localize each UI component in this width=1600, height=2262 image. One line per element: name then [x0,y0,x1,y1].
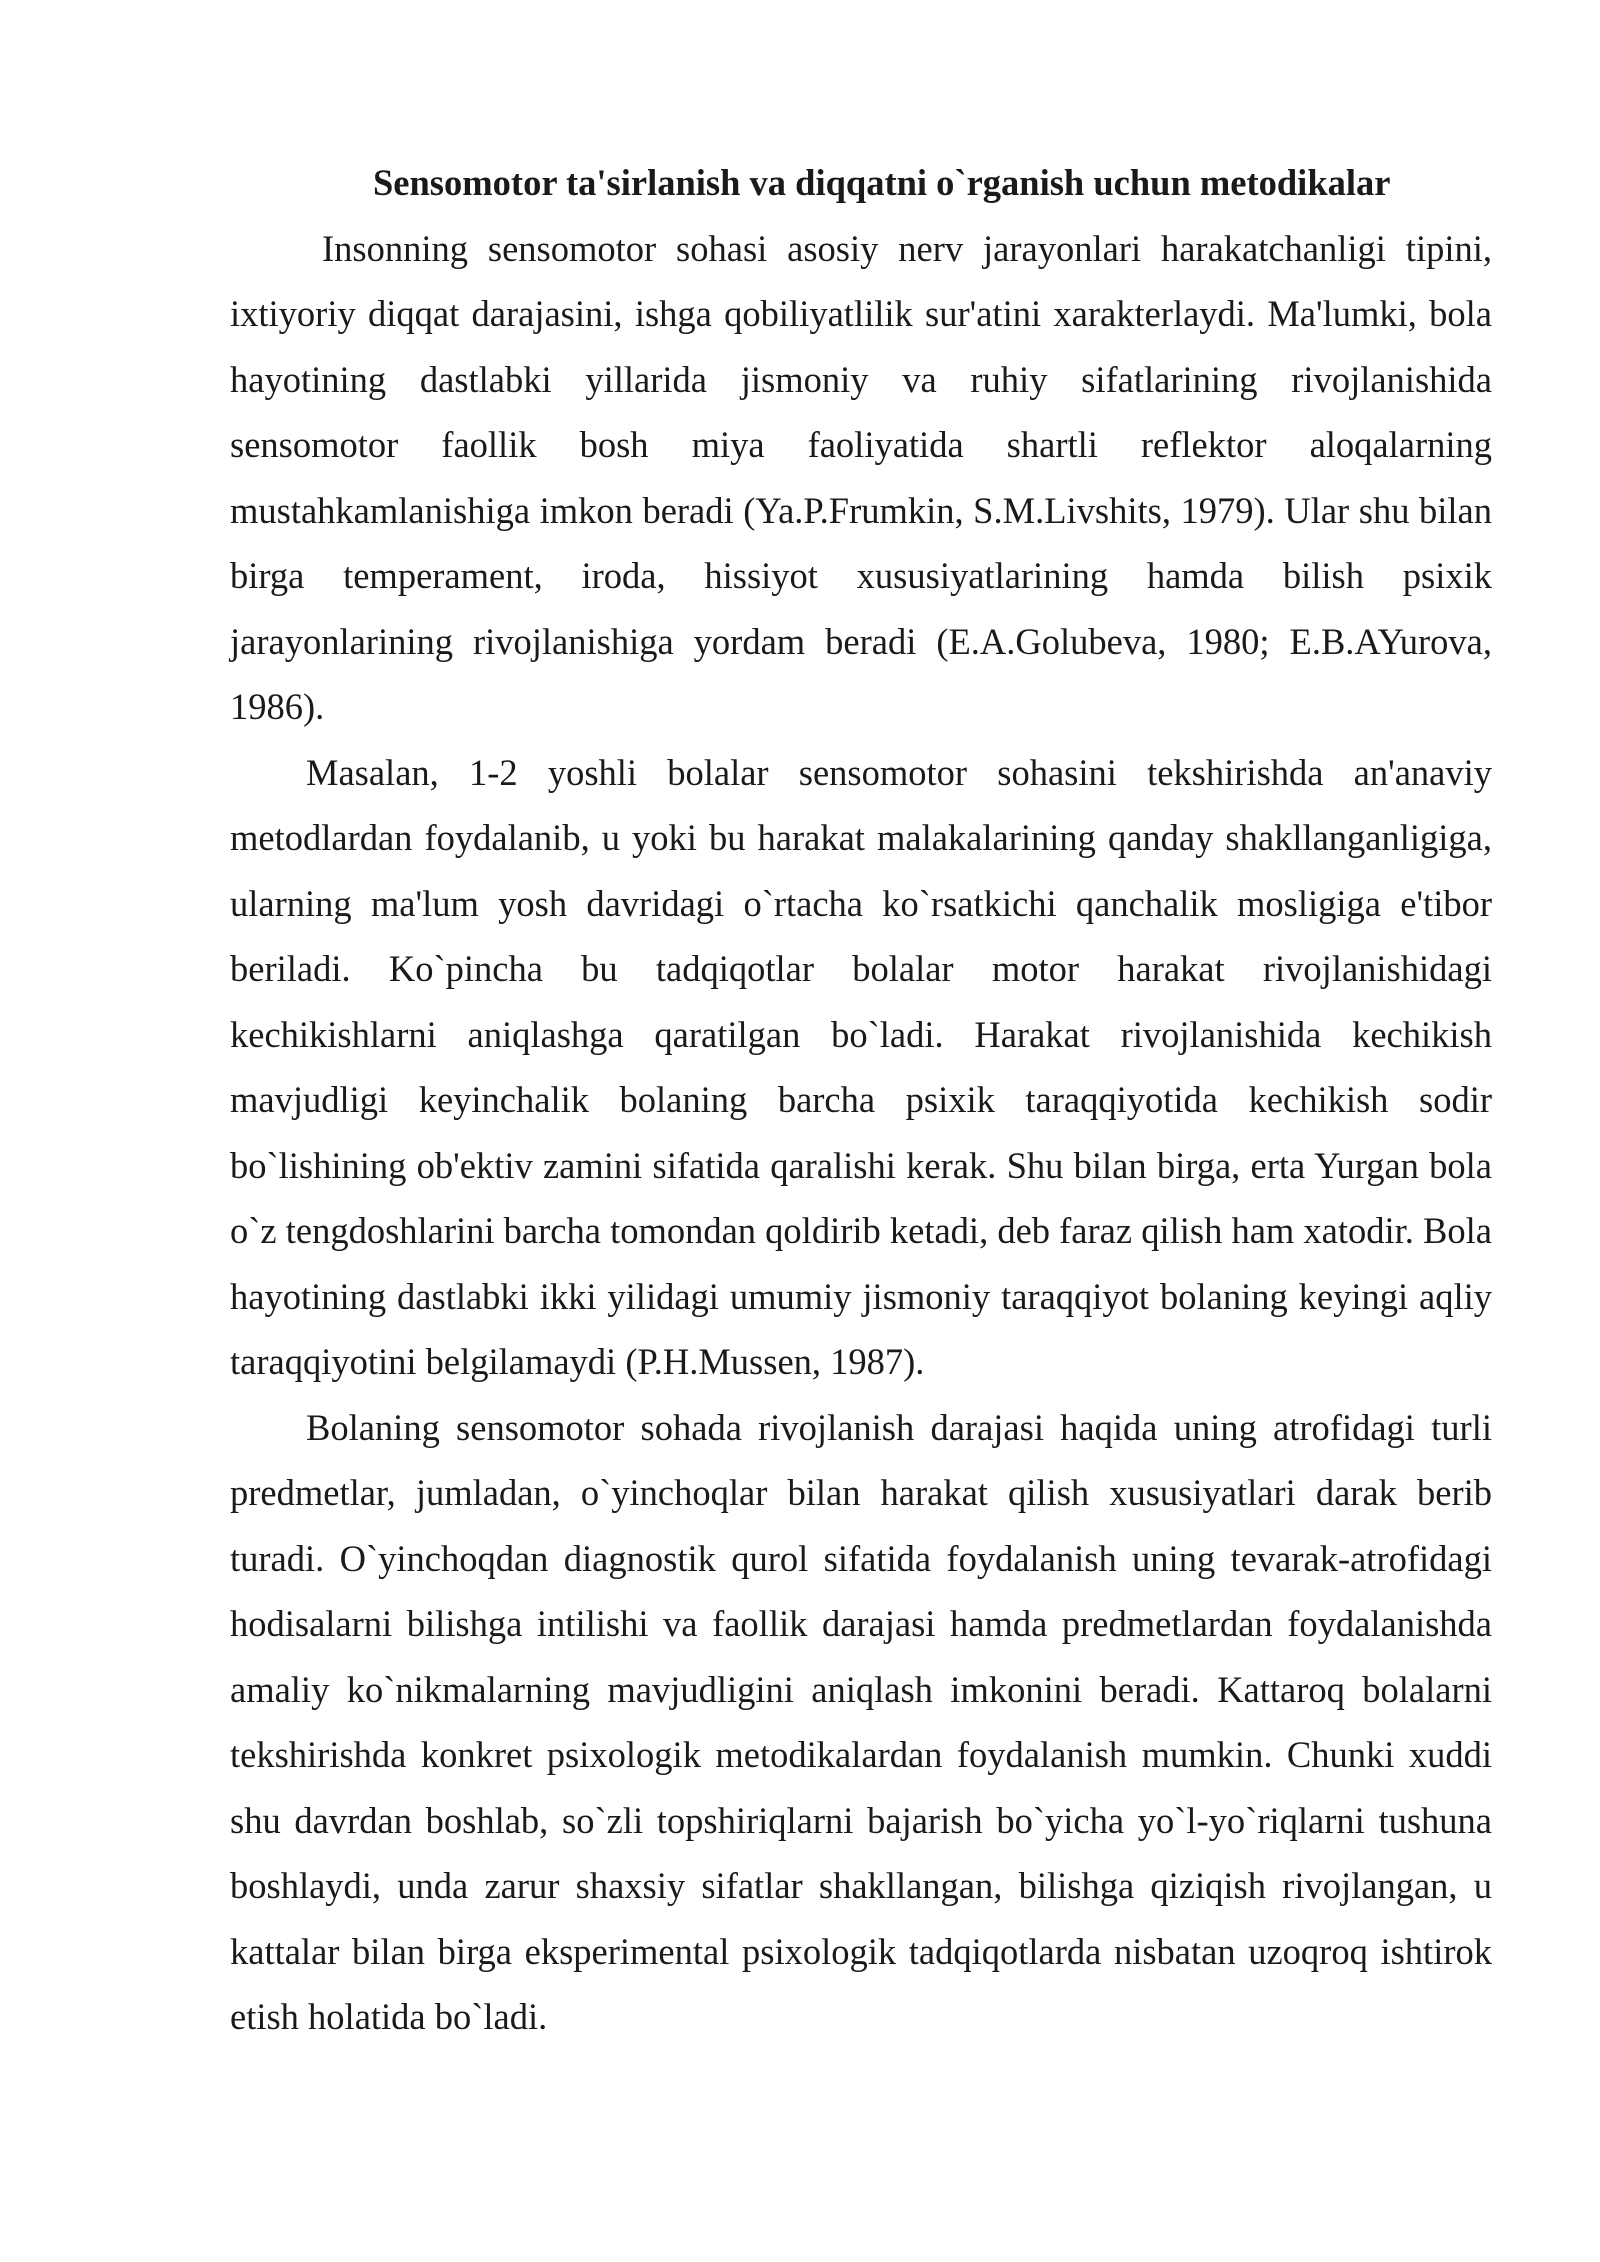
paragraph-1: Insonning sensomotor sohasi asosiy nerv jarayonlari harakatchanligi tipini, ixtiyoriy diqqat darajasini, ishga qobiliyatlilik sur'atini xarakterlaydi. Ma'lumki, bola hayotining dastlabki yillarida jismoniy va ruhiy sifatlarining rivojlanishida sensomotor faollik bosh miya faoliyatida shartli reflektor aloqalarning mustahkamlanishiga imkon beradi (Ya.P.Frumkin, S.M.Livshits, 1979). Ular shu bilan birga temperament, iroda, hissiyot xususiyatlarining hamda bilish psixik jarayonlarining rivojlanishiga yordam beradi (E.A.Golubeva, 1980; E.B.AYurova, 1986). [230,227,1492,727]
document-title: Sensomotor ta'sirlanish va diqqatni o`rganish uchun metodikalar [373,162,1391,203]
paragraph-2: Masalan, 1-2 yoshli bolalar sensomotor sohasini tekshirishda an'anaviy metodlardan foydalanib, u yoki bu harakat malakalarining qanday shakllanganligiga, ularning ma'lum yosh davridagi o`rtacha ko`rsatkichi qanchalik mosligiga e'tibor beriladi. Ko`pincha bu tadqiqotlar bolalar motor harakat rivojlanishidagi kechikishlarni aniqlashga qaratilgan bo`ladi. Harakat rivojlanishida kechikish mavjudligi keyinchalik bolaning barcha psixik taraqqiyotida kechikish sodir bo`lishining ob'ektiv zamini sifatida qaralishi kerak. Shu bilan birga, erta Yurgan bola o`z tengdoshlarini barcha tomondan qoldirib ketadi, deb faraz qilish ham xatodir. Bola hayotining dastlabki ikki yilidagi umumiy jismoniy taraqqiyot bolaning keyingi aqliy taraqqiyotini belgilamaydi (P.H.Mussen, 1987). [230,751,1492,1382]
document-body [230,150,1492,2050]
paragraph-3: Bolaning sensomotor sohada rivojlanish darajasi haqida uning atrofidagi turli predmetlar, jumladan, o`yinchoqlar bilan harakat qilish xususiyatlari darak berib turadi. O`yinchoqdan diagnostik qurol sifatida foydalanish uning tevarak-atrofidagi hodisalarni bilishga intilishi va faollik darajasi hamda predmetlardan foydalanishda amaliy ko`nikmalarning mavjudligini aniqlash imkonini beradi. Kattaroq bolalarni tekshirishda konkret psixologik metodikalardan foydalanish mumkin. Chunki xuddi shu davrdan boshlab, so`zli topshiriqlarni bajarish bo`yicha yo`l-yo`riqlarni tushuna boshlaydi, unda zarur shaxsiy sifatlar shakllangan, bilishga qiziqish rivojlangan, u kattalar bilan birga eksperimental psixologik tadqiqotlarda nisbatan uzoqroq ishtirok etish holatida bo`ladi. [230,1406,1492,2037]
